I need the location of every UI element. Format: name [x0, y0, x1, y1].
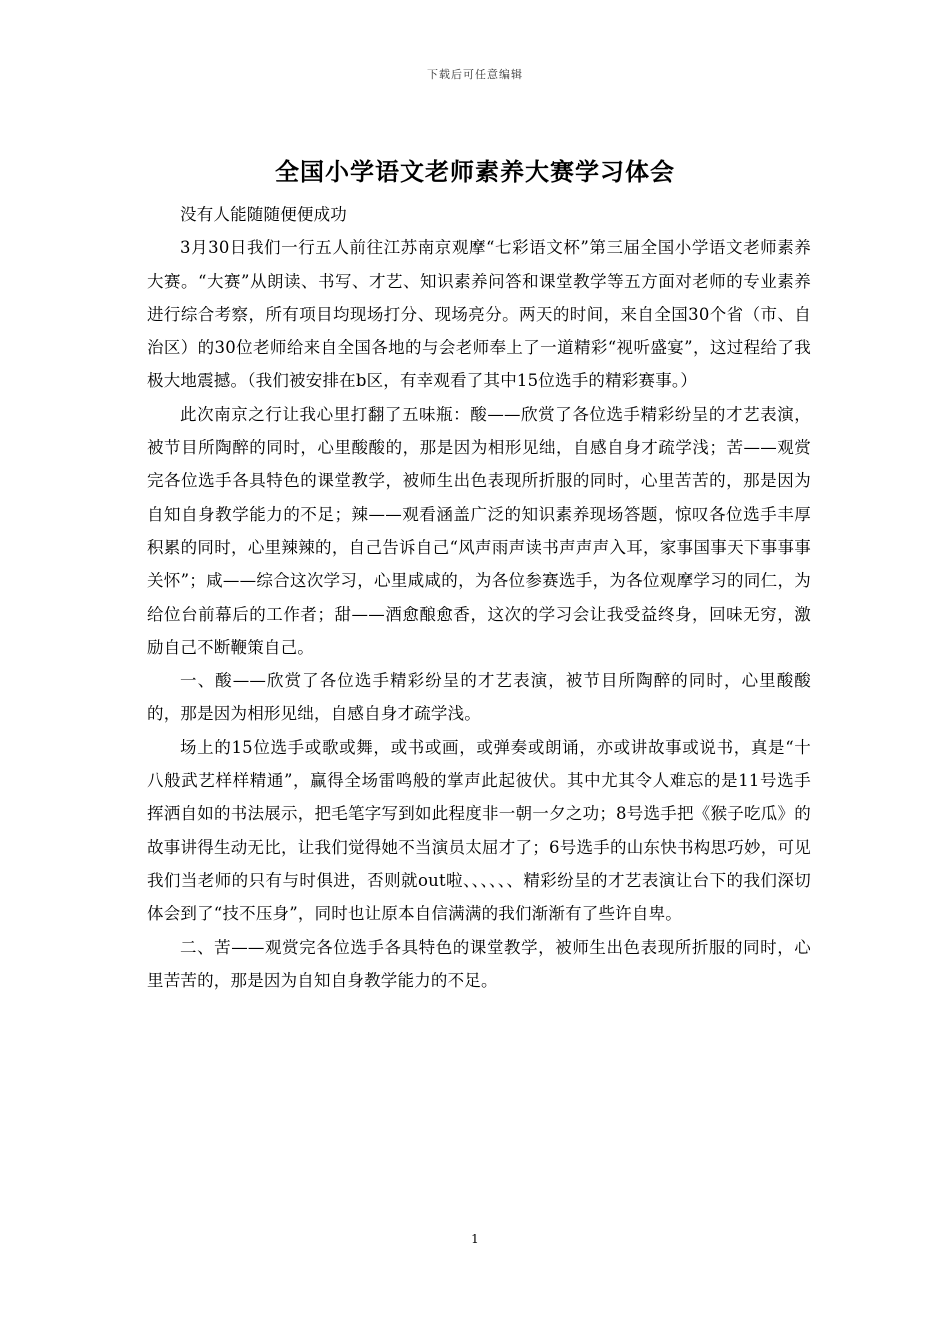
subtitle-paragraph: 没有人能随随便便成功 — [180, 205, 347, 224]
section-heading-paragraph: 一、酸——欣赏了各位选手精彩纷呈的才艺表演，被节目所陶醉的同时，心里酸酸的，那是因为相形见绌，自感自身才疏学浅。 — [147, 671, 811, 724]
body-paragraph: 场上的15位选手或歌或舞，或书或画，或弹奏或朗诵，亦或讲故事或说书，真是“十八般武艺样样精通”，赢得全场雷鸣般的掌声此起彼伏。其中尤其令人难忘的是11号选手挥洒自如的书法展示，把毛笔字写到如此程度非一朝一夕之功；8号选手把《猴子吃瓜》的故事讲得生动无比，让我们觉得她不当演员太屈才了；6号选手的山东快书构思巧妙，可见我们当老师的只有与时俱进，否则就out啦、、、、、、精彩纷呈的才艺表演让台下的我们深切体会到了“技不压身”，同时也让原本自信满满的我们渐渐有了些许自卑。 — [147, 737, 811, 924]
document-title: 全国小学语文老师素养大赛学习体会 — [275, 157, 675, 186]
body-paragraph: 3月30日我们一行五人前往江苏南京观摩“七彩语文杯”第三届全国小学语文老师素养大赛。“大赛”从朗读、书写、才艺、知识素养问答和课堂教学等五方面对老师的专业素养进行综合考察，所有项目均现场打分、现场亮分。两天的时间，来自全国30个省（市、自治区）的30位老师给来自全国各地的与会老师奉上了一道精彩“视听盛宴”，这过程给了我极大地震撼。（我们被安排在b区，有幸观看了其中15位选手的精彩赛事。） — [147, 238, 811, 391]
section-heading-paragraph: 二、苦——观赏完各位选手各具特色的课堂教学，被师生出色表现所折服的同时，心里苦苦的，那是因为自知自身教学能力的不足。 — [147, 937, 811, 990]
page-number: 1 — [471, 1232, 479, 1246]
body-paragraph: 此次南京之行让我心里打翻了五味瓶：酸——欣赏了各位选手精彩纷呈的才艺表演，被节目所陶醉的同时，心里酸酸的，那是因为相形见绌，自感自身才疏学浅；苦——观赏完各位选手各具特色的课堂教学，被师生出色表现所折服的同时，心里苦苦的，那是因为自知自身教学能力的不足；辣——观看涵盖广泛的知识素养现场答题，惊叹各位选手丰厚积累的同时，心里辣辣的，自己告诉自己“风声雨声读书声声声入耳，家事国事天下事事事关怀”；咸——综合这次学习，心里咸咸的，为各位参赛选手，为各位观摩学习的同仁，为给位台前幕后的工作者；甜——酒愈酿愈香，这次的学习会让我受益终身，回味无穷，激励自己不断鞭策自己。 — [147, 404, 811, 657]
page-header-note: 下载后可任意编辑 — [427, 68, 523, 81]
document-body — [147, 198, 811, 997]
